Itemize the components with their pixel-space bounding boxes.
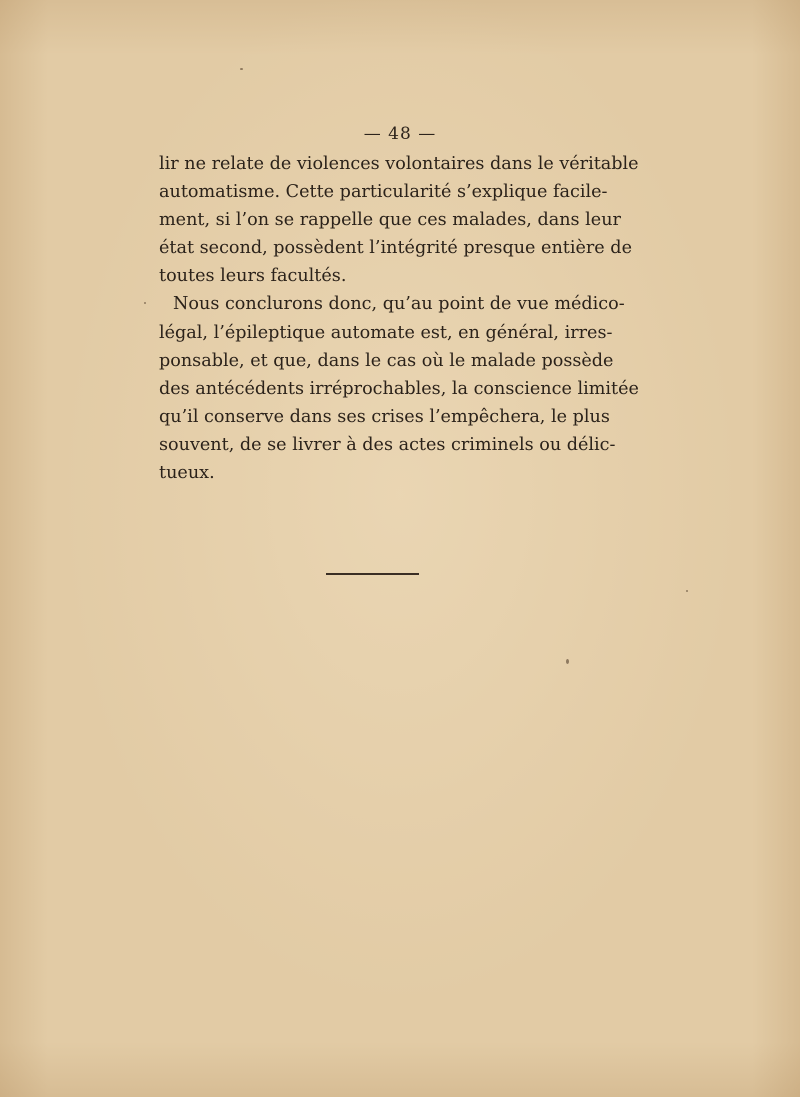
text-line: des antécédents irréprochables, la conscience limitée [159,378,639,399]
text-line: toutes leurs facultés. [159,266,347,287]
text-line: légal, l’épileptique automate est, en général, irres- [159,322,613,343]
end-rule [326,573,419,575]
text-line: lir ne relate de violences volontaires dans le véritable [159,154,639,174]
text-line: Nous conclurons donc, qu’au point de vue médico- [173,294,625,315]
body-text [159,150,639,487]
text-line: qu’il conserve dans ses crises l’empêchera, le plus [159,406,610,427]
text-line: ponsable, et que, dans le cas où le malade possède [159,350,614,371]
paper-speck [240,68,243,70]
text-line: souvent, de se livrer à des actes criminels ou délic- [159,434,616,455]
text-line: automatisme. Cette particularité s’explique facile- [159,182,608,203]
text-line: tueux. [159,463,215,484]
page-number: — 48 — [363,124,437,144]
paper-speck [566,659,569,664]
paper-speck [144,302,146,304]
paper-speck [686,590,688,592]
text-line: ment, si l’on se rappelle que ces malades, dans leur [159,210,621,231]
text-line: état second, possèdent l’intégrité presque entière de [159,238,632,259]
